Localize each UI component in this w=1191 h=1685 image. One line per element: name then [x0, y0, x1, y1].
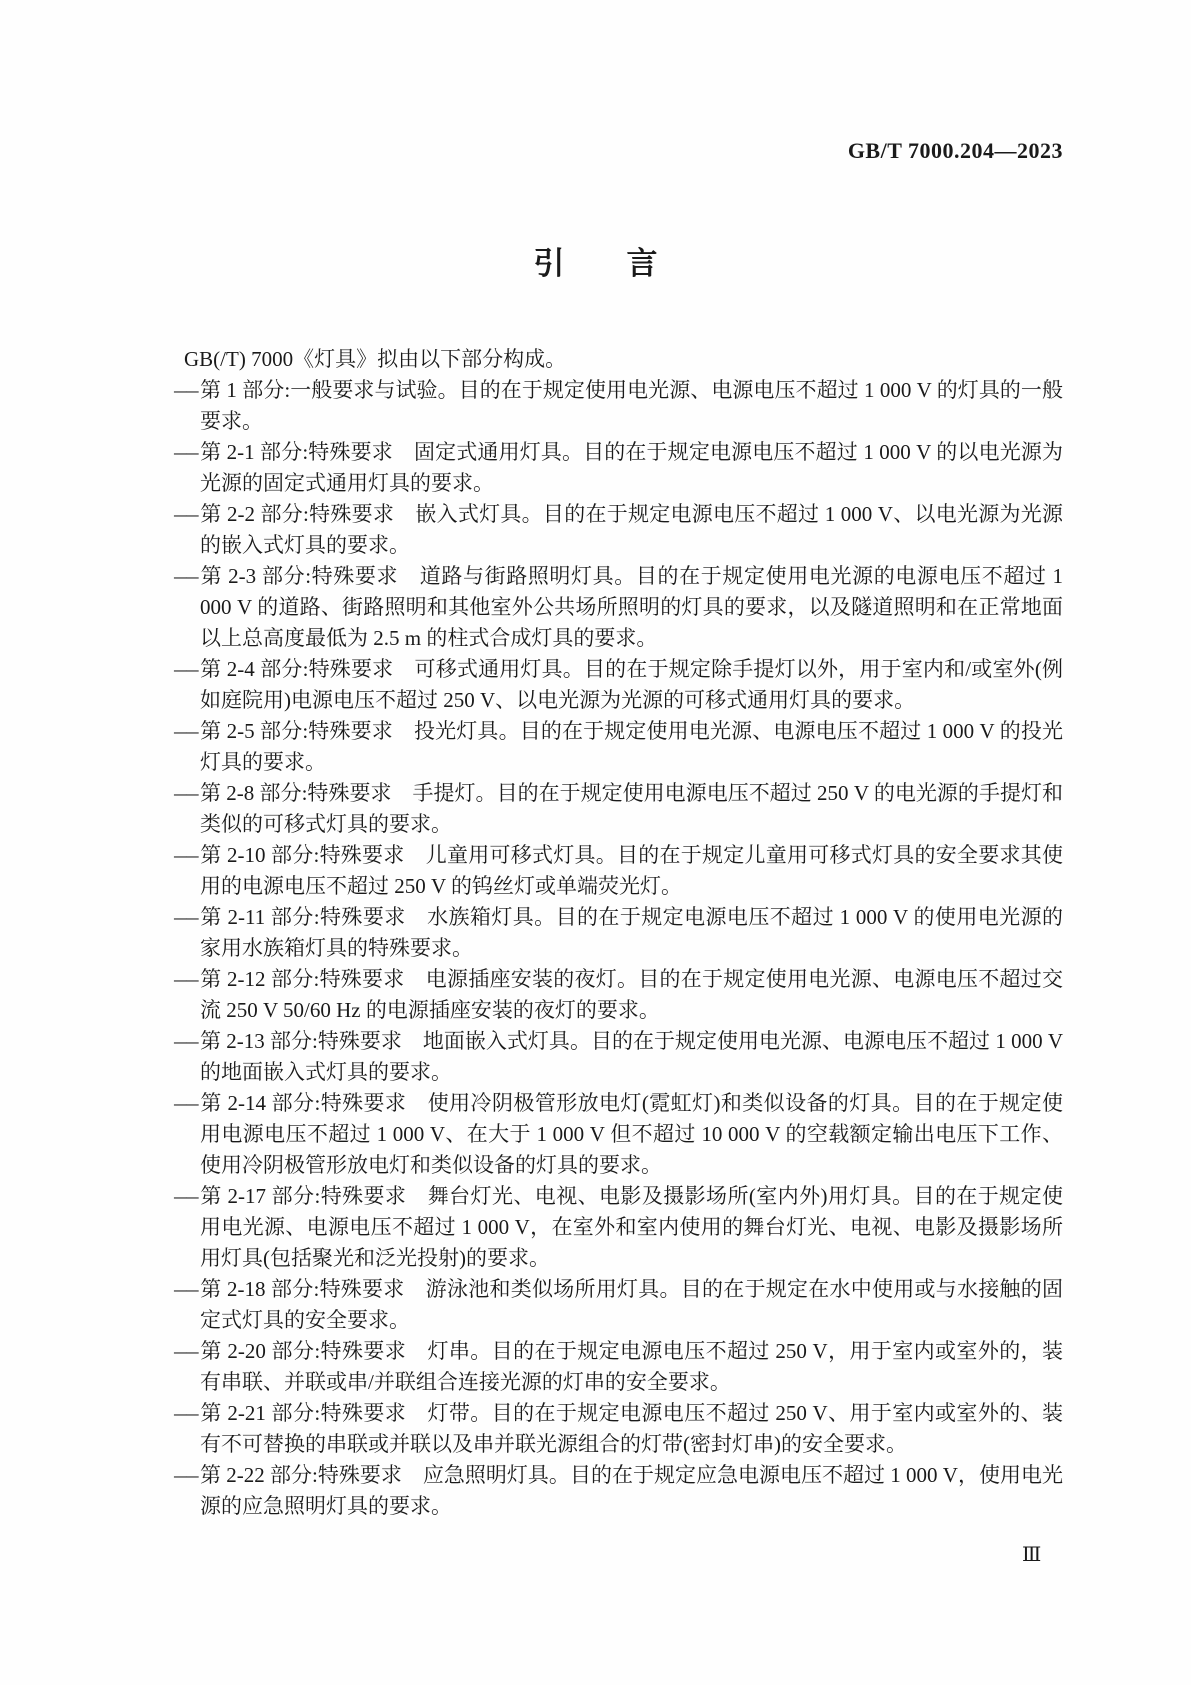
page-title: 引 言: [533, 246, 658, 281]
item-dash-marker: ——: [174, 905, 198, 929]
item-text: 第 2-21 部分:特殊要求 灯带。目的在于规定电源电压不超过 250 V、用于室内或室外的、装有不可替换的串联或并联以及串并联光源组合的灯带(密封灯串)的安全要求。: [200, 1401, 1063, 1456]
item-dash-marker: ——: [174, 967, 198, 991]
item-text: 第 2-22 部分:特殊要求 应急照明灯具。目的在于规定应急电源电压不超过 1 000 V，使用电光源的应急照明灯具的要求。: [200, 1463, 1063, 1518]
list-item: [174, 1088, 1063, 1181]
item-dash-marker: ——: [174, 1401, 198, 1425]
item-dash-marker: ——: [174, 1184, 198, 1208]
list-item: [174, 778, 1063, 840]
item-dash-marker: ——: [174, 843, 198, 867]
item-text: 第 2-17 部分:特殊要求 舞台灯光、电视、电影及摄影场所(室内外)用灯具。目的在于规定使用电光源、电源电压不超过 1 000 V，在室外和室内使用的舞台灯光、电视、电影及摄影场所用灯具(包括聚光和泛光投射)的要求。: [200, 1184, 1063, 1270]
parts-list: [174, 375, 1063, 1522]
list-item: [174, 1026, 1063, 1088]
list-item: [174, 902, 1063, 964]
item-dash-marker: ——: [174, 1029, 198, 1053]
list-item: [174, 437, 1063, 499]
list-item: [174, 1398, 1063, 1460]
item-text: 第 2-3 部分:特殊要求 道路与街路照明灯具。目的在于规定使用电光源的电源电压不超过 1 000 V 的道路、街路照明和其他室外公共场所照明的灯具的要求，以及隧道照明和在正常地面以上总高度最低为 2.5 m 的柱式合成灯具的要求。: [200, 564, 1063, 650]
list-item: [174, 964, 1063, 1026]
item-text: 第 2-5 部分:特殊要求 投光灯具。目的在于规定使用电光源、电源电压不超过 1 000 V 的投光灯具的要求。: [200, 719, 1063, 774]
item-dash-marker: ——: [174, 1091, 198, 1115]
item-dash-marker: ——: [174, 1277, 198, 1301]
item-text: 第 2-2 部分:特殊要求 嵌入式灯具。目的在于规定电源电压不超过 1 000 V、以电光源为光源的嵌入式灯具的要求。: [200, 502, 1063, 557]
intro-paragraph: GB(/T) 7000《灯具》拟由以下部分构成。: [184, 347, 567, 371]
list-item: [174, 375, 1063, 437]
list-item: [174, 840, 1063, 902]
item-text: 第 2-12 部分:特殊要求 电源插座安装的夜灯。目的在于规定使用电光源、电源电压不超过交流 250 V 50/60 Hz 的电源插座安装的夜灯的要求。: [200, 967, 1063, 1022]
item-text: 第 2-10 部分:特殊要求 儿童用可移式灯具。目的在于规定儿童用可移式灯具的安全要求其使用的电源电压不超过 250 V 的钨丝灯或单端荧光灯。: [200, 843, 1063, 898]
list-item: [174, 1181, 1063, 1274]
body-text-block: [174, 344, 1063, 1522]
item-dash-marker: ——: [174, 440, 198, 464]
item-dash-marker: ——: [174, 781, 198, 805]
item-dash-marker: ——: [174, 1463, 198, 1487]
item-text: 第 2-18 部分:特殊要求 游泳池和类似场所用灯具。目的在于规定在水中使用或与水接触的固定式灯具的安全要求。: [200, 1277, 1063, 1332]
item-dash-marker: ——: [174, 502, 198, 526]
item-text: 第 2-1 部分:特殊要求 固定式通用灯具。目的在于规定电源电压不超过 1 000 V 的以电光源为光源的固定式通用灯具的要求。: [200, 440, 1063, 495]
item-text: 第 2-14 部分:特殊要求 使用冷阴极管形放电灯(霓虹灯)和类似设备的灯具。目的在于规定使用电源电压不超过 1 000 V、在大于 1 000 V 但不超过 10 000 V 的空载额定输出电压下工作、使用冷阴极管形放电灯和类似设备的灯具的要求。: [200, 1091, 1063, 1177]
list-item: [174, 716, 1063, 778]
list-item: [174, 561, 1063, 654]
standard-code-header: GB/T 7000.204—2023: [847, 138, 1063, 163]
list-item: [174, 1460, 1063, 1522]
item-dash-marker: ——: [174, 657, 198, 681]
item-text: 第 1 部分:一般要求与试验。目的在于规定使用电光源、电源电压不超过 1 000 V 的灯具的一般要求。: [200, 378, 1063, 433]
list-item: [174, 1336, 1063, 1398]
item-text: 第 2-8 部分:特殊要求 手提灯。目的在于规定使用电源电压不超过 250 V 的电光源的手提灯和类似的可移式灯具的要求。: [200, 781, 1063, 836]
item-dash-marker: ——: [174, 564, 198, 588]
item-text: 第 2-13 部分:特殊要求 地面嵌入式灯具。目的在于规定使用电光源、电源电压不超过 1 000 V的地面嵌入式灯具的要求。: [200, 1029, 1063, 1084]
item-text: 第 2-11 部分:特殊要求 水族箱灯具。目的在于规定电源电压不超过 1 000 V 的使用电光源的家用水族箱灯具的特殊要求。: [200, 905, 1063, 960]
list-item: [174, 499, 1063, 561]
list-item: [174, 654, 1063, 716]
list-item: [174, 1274, 1063, 1336]
item-dash-marker: ——: [174, 378, 198, 402]
item-dash-marker: ——: [174, 719, 198, 743]
item-dash-marker: ——: [174, 1339, 198, 1363]
page-number: Ⅲ: [1022, 1544, 1042, 1566]
item-text: 第 2-4 部分:特殊要求 可移式通用灯具。目的在于规定除手提灯以外，用于室内和/或室外(例如庭院用)电源电压不超过 250 V、以电光源为光源的可移式通用灯具的要求。: [200, 657, 1063, 712]
item-text: 第 2-20 部分:特殊要求 灯串。目的在于规定电源电压不超过 250 V，用于室内或室外的，装有串联、并联或串/并联组合连接光源的灯串的安全要求。: [200, 1339, 1063, 1394]
